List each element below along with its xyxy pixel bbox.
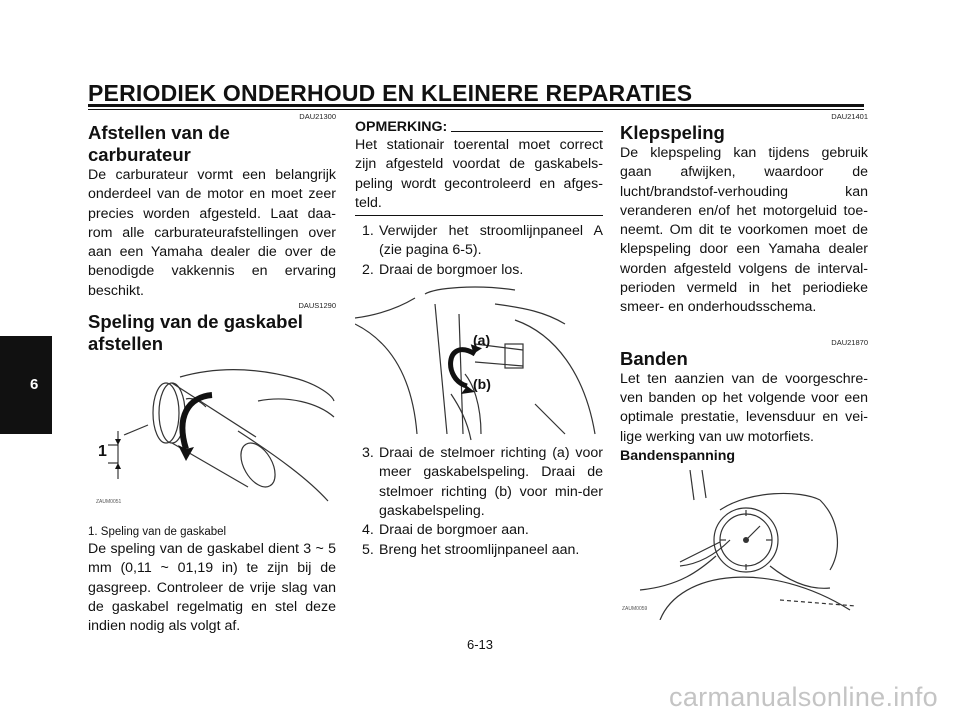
- tire-gauge-drawing: [620, 470, 868, 620]
- note-rule: [451, 131, 603, 132]
- label-a: (a): [473, 332, 491, 349]
- section-code: DAU21300: [299, 112, 336, 121]
- step-text: Breng het stroomlijnpaneel aan.: [379, 541, 580, 558]
- step-number: 2.: [362, 261, 374, 278]
- figure-caption: 1. Speling van de gaskabel: [88, 526, 227, 539]
- column-middle: [355, 112, 603, 560]
- steps-list-2: [355, 444, 603, 560]
- adjuster-illustration: [355, 284, 603, 444]
- step-item: [355, 444, 603, 521]
- header-rule-thin: [88, 109, 864, 110]
- throttle-grip-illustration: [88, 361, 336, 521]
- page-number: 6-13: [466, 637, 494, 652]
- tire-gauge-illustration: [620, 470, 868, 620]
- steps-list-1: [355, 222, 603, 280]
- step-text: Draai de borgmoer aan.: [379, 522, 529, 539]
- section-heading-tires: Banden: [620, 347, 688, 369]
- step-number: 1.: [362, 223, 374, 240]
- step-number: 3.: [362, 445, 374, 462]
- step-number: 4.: [362, 522, 374, 539]
- note-label: OPMERKING:: [355, 119, 448, 135]
- chapter-tab-number: 6: [30, 376, 39, 393]
- step-item: [355, 541, 603, 560]
- label-b: (b): [473, 376, 491, 393]
- figure-code: ZAUM0059: [622, 605, 648, 612]
- paragraph-throttle-cable: De speling van de gaskabel dient 3 ~ 5 mm (0,11 ~ 01,19 in) te zijn bij de gasgreep. Controleer de vrije slag van de gaskabel regelmatig en stel deze indien nodig als volgt af.: [88, 541, 336, 635]
- section-heading-valve-clearance: Klepspeling: [620, 122, 725, 143]
- note-text: Het stationair toerental moet correct zijn afgesteld voordat de gaskabels-peling wordt gecontroleerd en afges-teld.: [355, 137, 603, 211]
- note-header: [355, 118, 603, 136]
- column-left: [88, 112, 336, 637]
- section-code: DAU21401: [831, 112, 868, 121]
- step-item: [355, 521, 603, 540]
- adjuster-drawing: [355, 284, 603, 444]
- header-rule: [88, 104, 864, 107]
- callout-1: 1: [98, 443, 107, 461]
- step-text: Verwijder het stroomlijnpaneel A (zie pagina 6-5).: [379, 223, 603, 259]
- chapter-tab: [0, 336, 52, 434]
- paragraph-tires: Let ten aanzien van de voorgeschre-ven banden op het volgende voor een optimale prestatie, levensduur en vei-lige werking van uw motorfiets.: [620, 370, 868, 445]
- paragraph-carburetor: De carburateur vormt een belangrijk onderdeel van de motor en moet zeer precies worden afgesteld. Laat daa-rom alle carburateurafstellingen over aan een Yamaha dealer die over de benodigde vakkennis en ervaring beschikt.: [88, 167, 336, 299]
- section-heading-throttle-cable: Speling van de gaskabel afstellen: [88, 311, 303, 355]
- figure-code: ZAUM0051: [96, 499, 122, 506]
- step-item: [355, 222, 603, 261]
- watermark: carmanualsonline.info: [669, 682, 938, 712]
- step-item: [355, 261, 603, 280]
- step-number: 5.: [362, 541, 374, 558]
- section-code: DAUS1290: [298, 301, 336, 311]
- note-end-rule: [355, 215, 603, 216]
- step-text: Draai de stelmoer richting (a) voor meer gaskabelspeling. Draai de stelmoer richting (b) voor min-der gaskabelspeling.: [379, 445, 603, 519]
- step-text: Draai de borgmoer los.: [379, 261, 524, 278]
- section-code: DAU21870: [831, 337, 868, 347]
- subheading-tire-pressure: Bandenspanning: [620, 447, 736, 464]
- column-right: [620, 112, 868, 620]
- throttle-grip-drawing: [88, 361, 336, 521]
- section-heading-carburetor: Afstellen van de carburateur: [88, 122, 230, 165]
- chapter-title: PERIODIEK ONDERHOUD EN KLEINERE REPARATIES: [88, 80, 693, 106]
- paragraph-valve-clearance: De klepspeling kan tijdens gebruik gaan afwijken, waardoor de lucht/brandstof-verhouding kan veranderen en/of het motorgeluid toe-neemt. Om dit te voorkomen moet de klepspeling door een Yamaha dealer worden afgesteld volgens de interval-perioden vermeld in het periodieke smeer- en onderhoudsschema.: [620, 145, 868, 316]
